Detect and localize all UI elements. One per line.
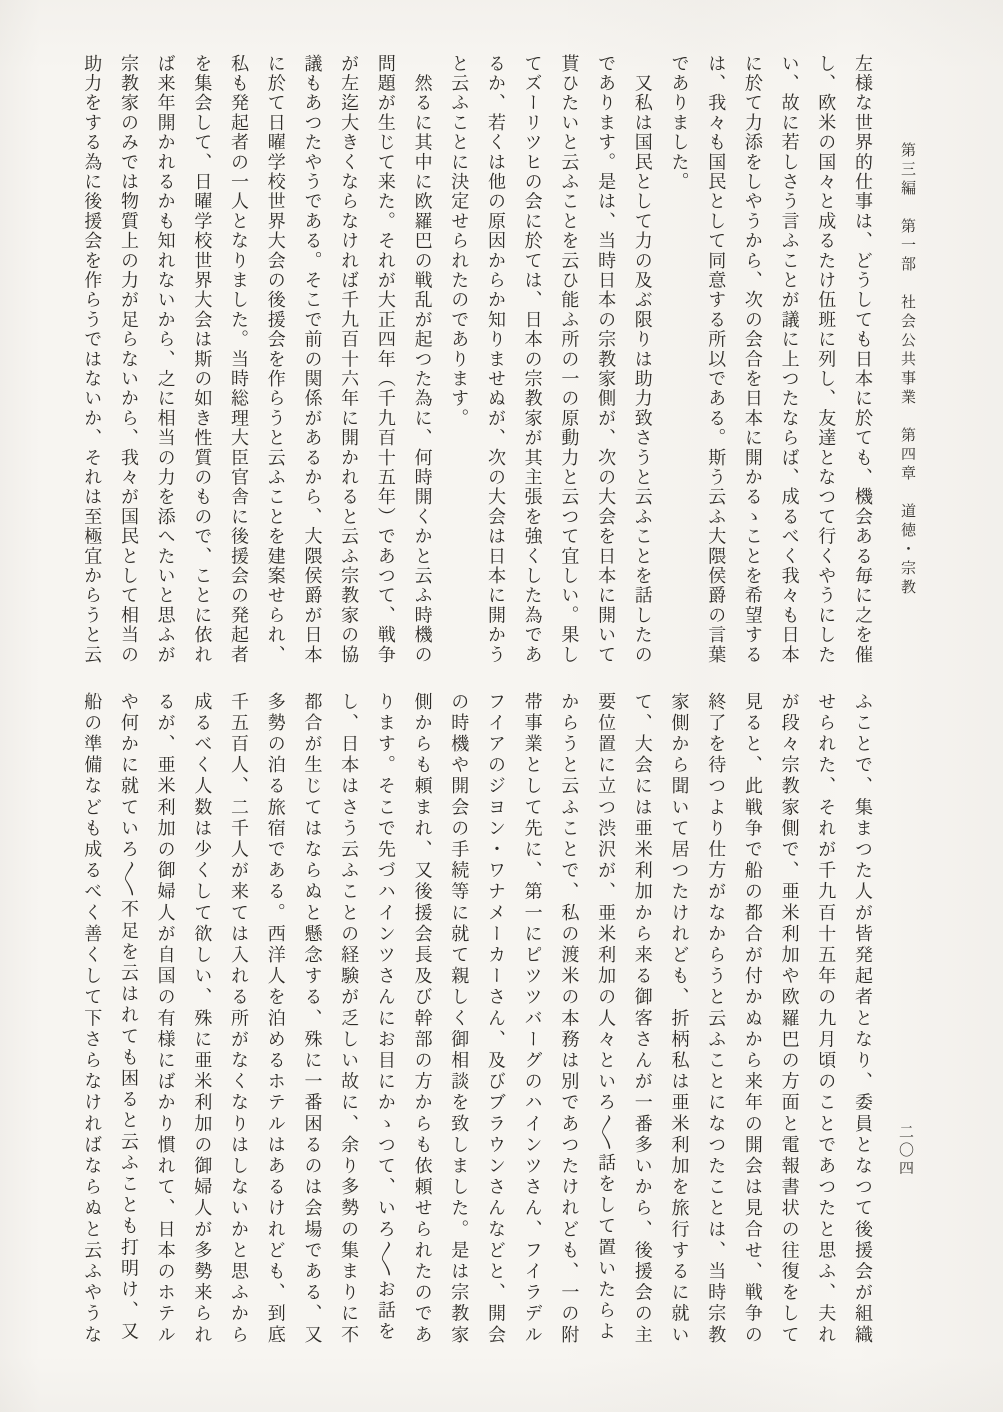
text-column: フイアのジヨン・ワナメーカーさん、及びブラウンさんなどと、開会 [484, 692, 506, 1347]
text-column: 私も発起者の一人となりました。当時総理大臣官舎に後援会の発起者 [228, 54, 250, 665]
text-column: 家側から聞いて居つたけれども、折柄私は亜米利加を旅行するに就い [668, 692, 690, 1347]
text-column: 宗教家のみでは物質上の力が足らないから、我々が国民として相当の [117, 54, 139, 665]
text-column: でありました。 [668, 54, 690, 192]
text-column: は、我々も国民として同意する所以である。斯う云ふ大隈侯爵の言葉 [705, 54, 727, 665]
text-column: と云ふことに決定せられたのであります。 [448, 54, 470, 429]
text-column: 助力をする為に後援会を作らうではないか、それは至極宜からうと云 [81, 54, 103, 665]
text-column: るか、若くは他の原因からか知りませぬが、次の大会は日本に開かう [484, 54, 506, 665]
text-column: が段々宗教家側で、亜米利加や欧羅巴の方面と電報書状の往復をして [778, 692, 800, 1347]
text-column: の時機や開会の手続等に就て親しく御相談を致しました。是は宗教家 [448, 692, 470, 1347]
text-column: し、欧米の国々と成るたけ伍班に列し、友達となつて行くやうにした [815, 54, 837, 665]
text-column: が左迄大きくならなければ千九百十六年に開かれると云ふ宗教家の協 [338, 54, 360, 665]
text-column: 左様な世界的仕事は、どうしても日本に於ても、機会ある毎に之を催 [852, 54, 873, 665]
text-column: ば来年開かれるかも知れないから、之に相当の力を添へたいと思ふが [154, 54, 176, 665]
text-column: からうと云ふことで、私の渡米の本務は別であつたけれども、一の附 [558, 692, 580, 1347]
page-number: 二〇四 [897, 1124, 915, 1178]
text-column: に於て力添をしやうから、次の会合を日本に開かるゝことを希望する [741, 54, 763, 665]
text-column: て、大会には亜米利加から来る御客さんが一番多いから、後援会の主 [631, 692, 653, 1347]
text-column: 船の準備なども成るべく善くして下さらなければならぬと云ふやうな [81, 692, 103, 1347]
text-column: を集会して、日曜学校世界大会は斯の如き性質のもので、ことに依れ [191, 54, 213, 665]
text-column: 又私は国民として力の及ぶ限りは助力致さうと云ふことを話したの [631, 54, 653, 665]
text-column: ります。そこで先づハインツさんにお目にかゝつて、いろ〳〵お話を [374, 692, 396, 1343]
text-column: 成るべく人数は少くして欲しい、殊に亜米利加の御婦人が多勢来られ [191, 692, 213, 1347]
text-column: 見ると、此戦争で船の都合が付かぬから来年の開会は見合せ、戦争の [741, 692, 763, 1347]
text-column: であります。是は、当時日本の宗教家側が、次の大会を日本に開いて [595, 54, 617, 665]
running-head: 第三編 第一部 社会公共事業 第四章 道徳・宗教 [899, 142, 917, 598]
text-column: 貰ひたいと云ふことを云ひ能ふ所の一の原動力と云つて宜しい。果し [558, 54, 580, 665]
text-column: 側からも頼まれ、又後援会長及び幹部の方からも依頼せられたのであ [411, 692, 433, 1347]
text-block-top [72, 54, 880, 668]
text-column: や何かに就ていろ〳〵不足を云はれても困ると云ふことも打明け、又 [117, 692, 139, 1343]
text-column: 帯事業として先に、第一にピツツバーグのハインツさん、フイラデル [521, 692, 543, 1347]
text-column: し、日本はさう云ふことの経験が乏しい故に、余り多勢の集まりに不 [338, 692, 360, 1347]
text-column: に於て日曜学校世界大会の後援会を作らうと云ふことを建案せられ、 [264, 54, 286, 665]
text-column: 要位置に立つ渋沢が、亜米利加の人々といろ〳〵話をして置いたらよ [595, 692, 617, 1343]
text-column: 多勢の泊る旅宿である。西洋人を泊めるホテルはあるけれども、到底 [264, 692, 286, 1347]
text-block-bottom [72, 692, 880, 1358]
text-column: ふことで、集まつた人が皆発起者となり、委員となつて後援会が組織 [852, 692, 873, 1347]
text-column: てズーリツヒの会に於ては、日本の宗教家が其主張を強くした為であ [521, 54, 543, 665]
text-column: 問題が生じて来た。それが大正四年（千九百十五年）であつて、戦争 [374, 54, 396, 665]
text-column: 然るに其中に欧羅巴の戦乱が起つた為に、何時開くかと云ふ時機の [411, 54, 433, 665]
text-column: い、故に若しさう言ふことが議に上つたならば、成るべく我々も日本 [778, 54, 800, 665]
text-column: せられた、それが千九百十五年の九月頃のことであつたと思ふ、夫れ [815, 692, 837, 1347]
text-column: 千五百人、二千人が来ては入れる所がなくなりはしないかと思ふから [228, 692, 250, 1347]
text-column: 議もあつたやうである。そこで前の関係があるから、大隈侯爵が日本 [301, 54, 323, 665]
text-column: 都合が生じてはならぬと懸念する、殊に一番困るのは会場である、又 [301, 692, 323, 1347]
text-column: 終了を待つより仕方がなからうと云ふことになつたことは、当時宗教 [705, 692, 727, 1347]
text-column: るが、亜米利加の御婦人が自国の有様にばかり慣れて、日本のホテル [154, 692, 176, 1347]
